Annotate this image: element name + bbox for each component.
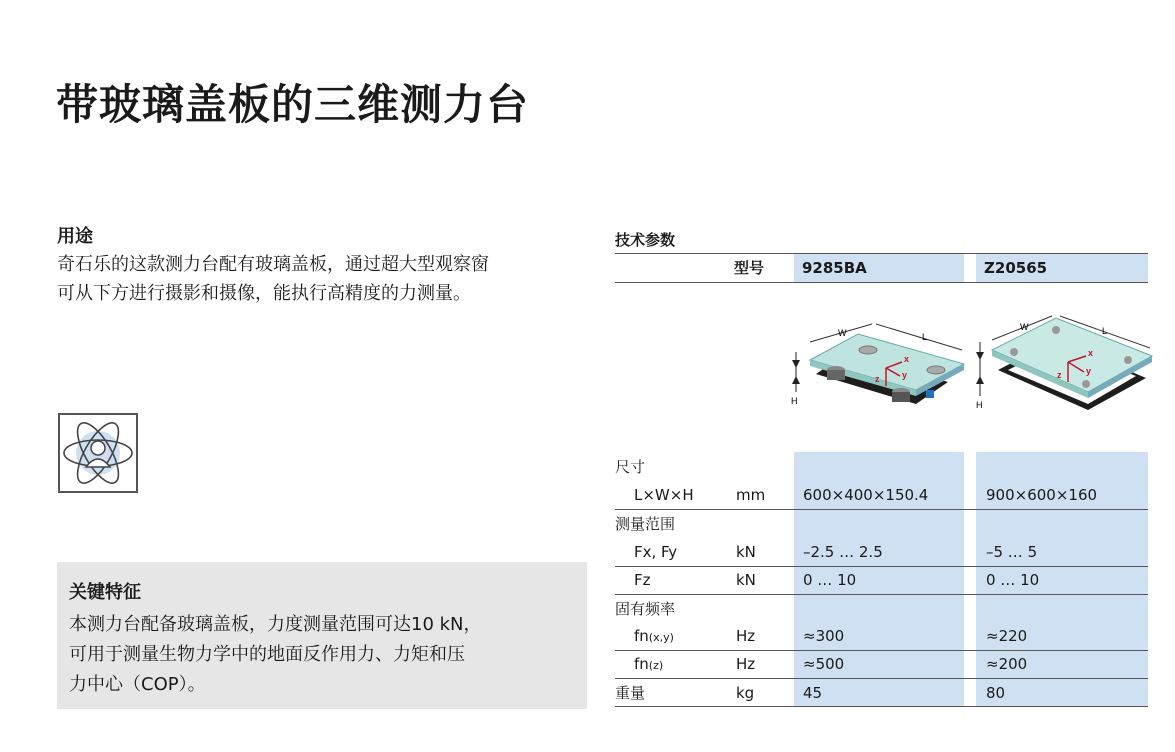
key-features-line-1: 本测力台配备玻璃盖板，力度测量范围可达10 kN， (69, 614, 482, 635)
biomechanics-icon (58, 413, 138, 493)
param-fn-z-sub: (z) (648, 659, 664, 672)
val-b-fn-xy: ≈220 (986, 627, 1028, 645)
key-features-heading: 关键特征 (69, 582, 141, 603)
val-a-fz: 0 … 10 (803, 571, 857, 589)
usage-text-line-2: 可从下方进行摄影和摄像，能执行高精度的力测量。 (57, 283, 471, 304)
label-weight: 重量 (615, 684, 646, 702)
param-fn-z-main: fn (634, 655, 649, 673)
val-a-weight: 45 (803, 684, 823, 702)
model-b: Z20565 (984, 259, 1048, 277)
model-label: 型号 (734, 259, 765, 277)
force-plate-9285ba-drawing (776, 312, 968, 422)
diagram-h-label-b: H (976, 400, 983, 410)
diagram-z-label-b: z (1057, 370, 1062, 380)
diagram-z-label: z (875, 374, 880, 384)
diagram-y-label-b: y (1086, 366, 1092, 376)
spec-title: 技术参数 (615, 231, 676, 249)
key-features-line-3: 力中心（COP）。 (69, 674, 206, 695)
unit-kg: kg (736, 684, 755, 702)
group-measuring-range: 测量范围 (615, 515, 676, 533)
page-title: 带玻璃盖板的三维测力台 (56, 80, 530, 129)
unit-mm: mm (736, 486, 766, 504)
row-divider (615, 678, 1148, 679)
key-features-panel (57, 562, 587, 709)
model-a: 9285BA (802, 259, 867, 277)
param-fn-xy-sub: (x,y) (648, 631, 674, 644)
table-bottom-rule (615, 706, 1148, 707)
val-a-dimensions: 600×400×150.4 (803, 486, 929, 504)
param-fz: Fz (634, 571, 651, 589)
param-lxwxh: L×W×H (634, 486, 694, 504)
group-dimensions: 尺寸 (615, 458, 646, 476)
unit-kn-1: kN (736, 543, 756, 561)
key-features-line-2: 可用于测量生物力学中的地面反作用力、力矩和压 (69, 644, 465, 665)
group-natural-frequency: 固有频率 (615, 600, 676, 618)
usage-heading: 用途 (57, 226, 93, 247)
diagram-y-label: y (902, 370, 908, 380)
diagram-h-label: H (791, 396, 798, 406)
val-a-fn-xy: ≈300 (803, 627, 845, 645)
param-fn-xy (634, 626, 674, 648)
header-bottom-rule (615, 282, 1148, 283)
val-b-fxfy: –5 … 5 (986, 543, 1038, 561)
param-fxfy: Fx, Fy (634, 543, 678, 561)
row-divider (615, 509, 1148, 510)
unit-hz-1: Hz (736, 627, 756, 645)
diagram-w-label: W (838, 328, 847, 338)
diagram-x-label: x (904, 354, 910, 364)
param-fn-xy-main: fn (634, 627, 649, 645)
row-divider (615, 650, 1148, 651)
diagram-l-label: L (922, 332, 928, 342)
val-b-weight: 80 (986, 684, 1006, 702)
val-b-dimensions: 900×600×160 (986, 486, 1098, 504)
unit-kn-2: kN (736, 571, 756, 589)
param-fn-z (634, 654, 663, 676)
diagram-x-label-b: x (1088, 348, 1094, 358)
val-b-fz: 0 … 10 (986, 571, 1040, 589)
usage-text-line-1: 奇石乐的这款测力台配有玻璃盖板，通过超大型观察窗 (57, 254, 489, 275)
force-plate-z20565-drawing (968, 312, 1158, 422)
val-a-fn-z: ≈500 (803, 655, 845, 673)
diagram-w-label-b: W (1020, 322, 1029, 332)
unit-hz-2: Hz (736, 655, 756, 673)
row-divider (615, 566, 1148, 567)
row-divider (615, 594, 1148, 595)
val-b-fn-z: ≈200 (986, 655, 1028, 673)
usage-text (57, 250, 577, 308)
val-a-fxfy: –2.5 … 2.5 (803, 543, 883, 561)
diagram-l-label-b: L (1102, 326, 1108, 336)
